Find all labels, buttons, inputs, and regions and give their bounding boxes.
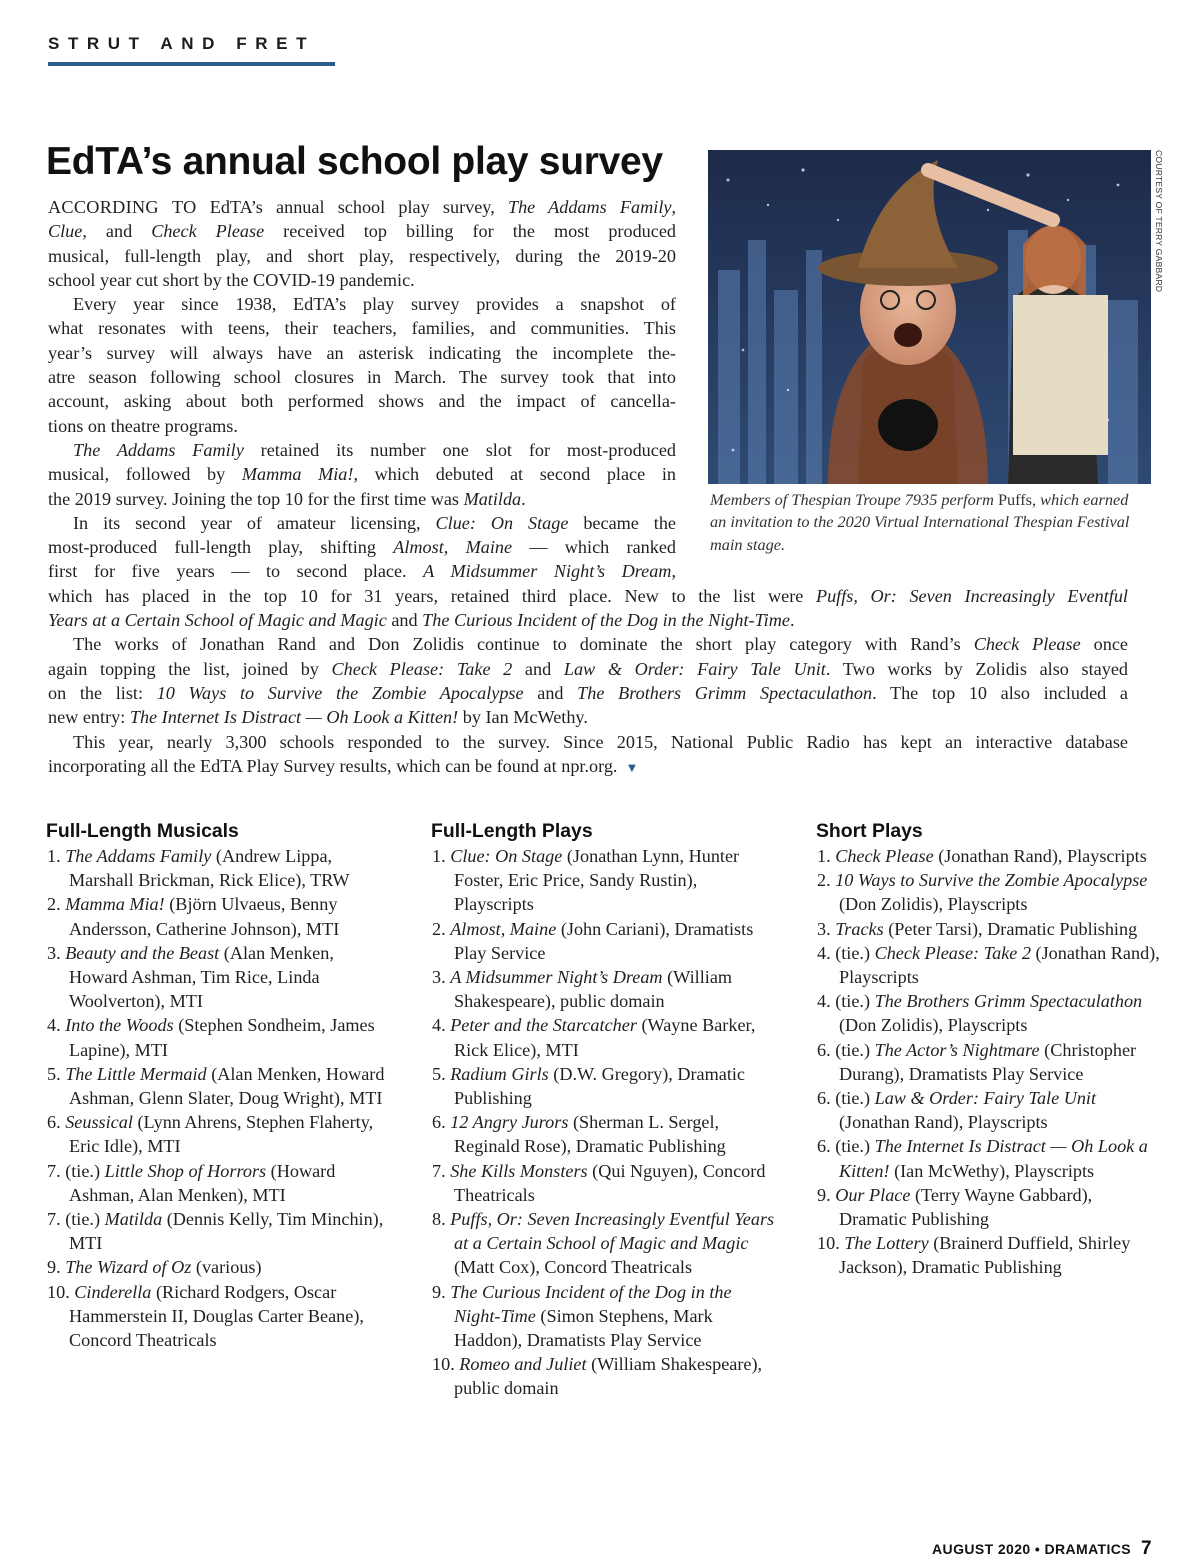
list-item: 3. A Midsummer Night’s Dream (William Shakespeare), public domain <box>432 967 733 1012</box>
list-item: 7. (tie.) Little Shop of Horrors (Howard Ashman, Alan Menken), MTI <box>47 1160 336 1205</box>
plays-list <box>432 844 777 1401</box>
list-item: 8. Puffs, Or: Seven Increasingly Eventful Years at a Certain School of Magic and Magic (Matt Cox), Concord Theatricals <box>432 1209 775 1278</box>
musicals-title: Full-Length Musicals <box>46 820 239 842</box>
list-item: 5. The Little Mermaid (Alan Menken, Howard Ashman, Glenn Slater, Doug Wright), MTI <box>47 1063 385 1109</box>
list-item: 3. Tracks (Peter Tarsi), Dramatic Publishing <box>817 918 1138 939</box>
list-item: 4. Peter and the Starcatcher (Wayne Barker, Rick Elice), MTI <box>432 1015 756 1060</box>
article-headline: EdTA’s annual school play survey <box>46 140 663 183</box>
list-item: 6. Seussical (Lynn Ahrens, Stephen Flaherty, Eric Idle), MTI <box>47 1112 374 1157</box>
list-item: 6. 12 Angry Jurors (Sherman L. Sergel, Reginald Rose), Dramatic Publishing <box>432 1112 726 1157</box>
plays-column <box>432 818 777 1401</box>
list-item: 4. (tie.) Check Please: Take 2 (Jonathan Rand), Playscripts <box>817 942 1160 988</box>
list-item: 7. She Kills Monsters (Qui Nguyen), Concord Theatricals <box>432 1160 766 1205</box>
musicals-column <box>47 818 392 1352</box>
list-item: 1. The Addams Family (Andrew Lippa, Marshall Brickman, Rick Elice), TRW <box>47 846 350 891</box>
section-rule <box>48 62 335 66</box>
short-plays-column <box>817 818 1162 1280</box>
list-item: 2. 10 Ways to Survive the Zombie Apocalypse (Don Zolidis), Playscripts <box>817 870 1148 915</box>
list-item: 9. Our Place (Terry Wayne Gabbard), Dramatic Publishing <box>817 1184 1093 1230</box>
short-plays-list <box>817 844 1162 1280</box>
list-item: 9. The Curious Incident of the Dog in the Night-Time (Simon Stephens, Mark Haddon), Dramatists Play Service <box>432 1281 732 1351</box>
list-item: 10. The Lottery (Brainerd Duffield, Shirley Jackson), Dramatic Publishing <box>817 1233 1131 1278</box>
footer <box>932 1538 1152 1560</box>
list-item: 10. Cinderella (Richard Rodgers, Oscar Hammerstein II, Douglas Carter Beane), Concord Theatricals <box>47 1281 364 1351</box>
list-item: 6. (tie.) The Actor’s Nightmare (Christopher Durang), Dramatists Play Service <box>817 1039 1137 1084</box>
list-item: 6. (tie.) Law & Order: Fairy Tale Unit (Jonathan Rand), Playscripts <box>817 1088 1097 1133</box>
list-item: 1. Clue: On Stage (Jonathan Lynn, Hunter Foster, Eric Price, Sandy Rustin), Playscripts <box>432 846 740 915</box>
list-item: 9. The Wizard of Oz (various) <box>47 1257 262 1278</box>
list-item: 5. Radium Girls (D.W. Gregory), Dramatic Publishing <box>432 1063 746 1109</box>
plays-title: Full-Length Plays <box>431 820 593 842</box>
end-mark-icon: ▼ <box>625 759 639 775</box>
list-item: 4. (tie.) The Brothers Grimm Spectaculathon (Don Zolidis), Playscripts <box>817 991 1143 1036</box>
list-item: 2. Mamma Mia! (Björn Ulvaeus, Benny Andersson, Catherine Johnson), MTI <box>47 894 340 939</box>
section-header: STRUT AND FRET <box>48 34 316 53</box>
article-body: ACCORDING TO EdTA’s annual school play survey, The Addams Family, Clue, and Check Please received top billing for the most produced musical, full-length play, and short play, respectively, during the 2019-20 school year cut short by the COVID-19 pandemic. Every year since 1938, EdTA’s play survey provides a snapshot of what resonates with teens, their teachers, families, and communities. This year’s survey will always have an asterisk indicating the incomplete the- atre season following school closures in March. The survey took that into account, asking about both performed shows and the impact of cancella- tions on theatre programs. The Addams Family retained its number one slot for most-produced musical, followed by Mamma Mia!, which debuted at second place in the 2019 survey. Joining the top 10 for the first time was Matilda. In its second year of amateur licensing, Clue: On Stage became the most-produced full-length play, shifting Almost, Maine — which ranked first for five years — to second place. A Midsummer Night’s Dream, which has placed in the top 10 for 31 years, retained third place. New to the list were Puffs, Or: Seven Increasingly Eventful Years at a Certain School of Magic and Magic and The Curious Incident of the Dog in the Night-Time. The works of Jonathan Rand and Don Zolidis continue to dominate the short play category with Rand’s Check Please once again topping the list, joined by Check Please: Take 2 and Law & Order: Fairy Tale Unit. Two works by Zolidis also stayed on the list: 10 Ways to Survive the Zombie Apocalypse and The Brothers Grimm Spectaculathon. The top 10 also included a new entry: The Internet Is Distract — Oh Look a Kitten! by Ian McWethy. This year, nearly 3,300 schools responded to the survey. Since 2015, National Public Radio has kept an interactive database incorporating all the EdTA Play Survey results, which can be found at npr.org. ▼ <box>48 197 1128 776</box>
list-item: 7. (tie.) Matilda (Dennis Kelly, Tim Minchin), MTI <box>47 1209 384 1254</box>
short-plays-title: Short Plays <box>816 820 923 842</box>
list-item: 10. Romeo and Juliet (William Shakespeare), public domain <box>432 1354 763 1399</box>
list-item: 4. Into the Woods (Stephen Sondheim, James Lapine), MTI <box>47 1015 375 1060</box>
photo-caption: Members of Thespian Troupe 7935 perform Puffs, which earned an invitation to the 2020 Virtual International Thespian Festival main stage. <box>710 490 1130 554</box>
musicals-list <box>47 844 392 1352</box>
photo-credit: COURTESY OF TERRY GABBARD <box>1154 150 1164 293</box>
page-number: 7 <box>1141 1538 1152 1559</box>
issue-label: AUGUST 2020 • DRAMATICS <box>932 1541 1132 1557</box>
list-item: 3. Beauty and the Beast (Alan Menken, Howard Ashman, Tim Rice, Linda Woolverton), MTI <box>47 942 334 1012</box>
list-item: 1. Check Please (Jonathan Rand), Playscripts <box>817 846 1147 866</box>
list-item: 2. Almost, Maine (John Cariani), Dramatists Play Service <box>432 918 754 963</box>
list-item: 6. (tie.) The Internet Is Distract — Oh Look a Kitten! (Ian McWethy), Playscripts <box>817 1136 1148 1181</box>
